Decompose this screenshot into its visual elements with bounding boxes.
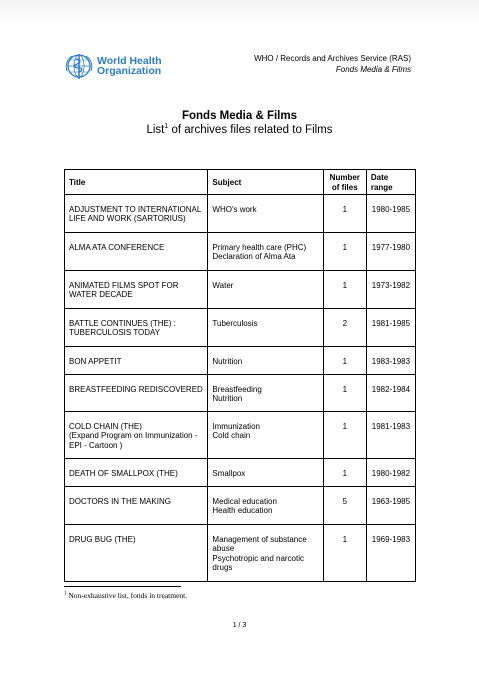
cell-date: 1977-1980 — [366, 233, 415, 271]
service-name: WHO / Records and Archives Service (RAS) — [254, 54, 411, 63]
cell-subject: Management of substance abuse Psychotropic and narcotic drugs — [208, 525, 323, 582]
footnote-ref: 1 — [164, 123, 169, 130]
footnote-marker: 1 — [64, 591, 67, 597]
cell-title: DOCTORS IN THE MAKING — [65, 487, 208, 525]
org-name-line1: World Health — [97, 54, 162, 67]
fonds-name: Fonds Media & Films — [335, 64, 411, 74]
org-name-line2: Organization — [97, 65, 162, 77]
films-table — [64, 169, 416, 582]
header-title: Title — [65, 170, 208, 195]
page-number: 1 / 3 — [232, 622, 247, 629]
table-row — [65, 525, 416, 582]
cell-title: BREASTFEEDING REDISCOVERED — [65, 375, 208, 412]
cell-title: COLD CHAIN (THE) (Expand Program on Immunization - EPI - Cartoon ) — [65, 412, 208, 459]
cell-subject: Tuberculosis — [208, 309, 323, 347]
cell-number: 1 — [323, 412, 366, 459]
cell-date: 1981-1985 — [366, 309, 415, 347]
cell-date: 1982-1984 — [366, 375, 415, 412]
document-subtitle — [0, 123, 479, 136]
cell-date: 1981-1983 — [366, 412, 415, 459]
table-row — [65, 233, 416, 271]
cell-number: 1 — [323, 347, 366, 375]
cell-subject: Primary health care (PHC) Declaration of Alma Ata — [208, 233, 323, 271]
cell-number: 1 — [323, 233, 366, 271]
cell-subject: Smallpox — [208, 459, 323, 487]
header-subject: Subject — [208, 170, 323, 195]
cell-number: 1 — [323, 459, 366, 487]
table-row — [65, 195, 416, 233]
cell-date: 1973-1982 — [366, 271, 415, 309]
subtitle-post: of archives files related to Films — [168, 123, 333, 136]
footnote-divider — [64, 586, 181, 587]
header-number: Number of files — [323, 170, 366, 195]
cell-title: ALMA ATA CONFERENCE — [65, 233, 208, 271]
cell-number: 1 — [323, 375, 366, 412]
table-header-row — [65, 170, 416, 195]
table-row — [65, 309, 416, 347]
document-header — [254, 54, 411, 75]
cell-number: 2 — [323, 309, 366, 347]
table-row — [65, 271, 416, 309]
cell-number: 5 — [323, 487, 366, 525]
table-row — [65, 347, 416, 375]
cell-date: 1969-1983 — [366, 525, 415, 582]
document-title: Fonds Media & Films — [181, 110, 297, 122]
cell-title: ADJUSTMENT TO INTERNATIONAL LIFE AND WORK (SARTORIUS) — [65, 195, 208, 233]
cell-subject: WHO's work — [208, 195, 323, 233]
cell-title: BON APPETIT — [65, 347, 208, 375]
cell-title: DEATH OF SMALLPOX (THE) — [65, 459, 208, 487]
cell-title: DRUG BUG (THE) — [65, 525, 208, 582]
table-row — [65, 487, 416, 525]
cell-number: 1 — [323, 525, 366, 582]
cell-date: 1983-1983 — [366, 347, 415, 375]
who-emblem-icon — [64, 51, 94, 81]
footnote — [64, 591, 187, 600]
table-row — [65, 375, 416, 412]
cell-number: 1 — [323, 271, 366, 309]
cell-subject: Immunization Cold chain — [208, 412, 323, 459]
cell-date: 1980-1985 — [366, 195, 415, 233]
window-top-bar — [0, 0, 479, 22]
table-row — [65, 459, 416, 487]
cell-number: 1 — [323, 195, 366, 233]
cell-subject: Water — [208, 271, 323, 309]
table-row — [65, 412, 416, 459]
who-logo — [64, 51, 162, 81]
cell-subject: Nutrition — [208, 347, 323, 375]
cell-date: 1963-1985 — [366, 487, 415, 525]
cell-date: 1980-1982 — [366, 459, 415, 487]
cell-title: BATTLE CONTINUES (THE) : TUBERCULOSIS TODAY — [65, 309, 208, 347]
cell-subject: Medical education Health education — [208, 487, 323, 525]
footnote-text: Non-exhaustive list, fonds in treatment. — [66, 591, 188, 600]
cell-subject: Breastfeeding Nutrition — [208, 375, 323, 412]
subtitle-pre: List — [146, 123, 165, 136]
header-date: Date range — [366, 170, 415, 195]
cell-title: ANIMATED FILMS SPOT FOR WATER DECADE — [65, 271, 208, 309]
